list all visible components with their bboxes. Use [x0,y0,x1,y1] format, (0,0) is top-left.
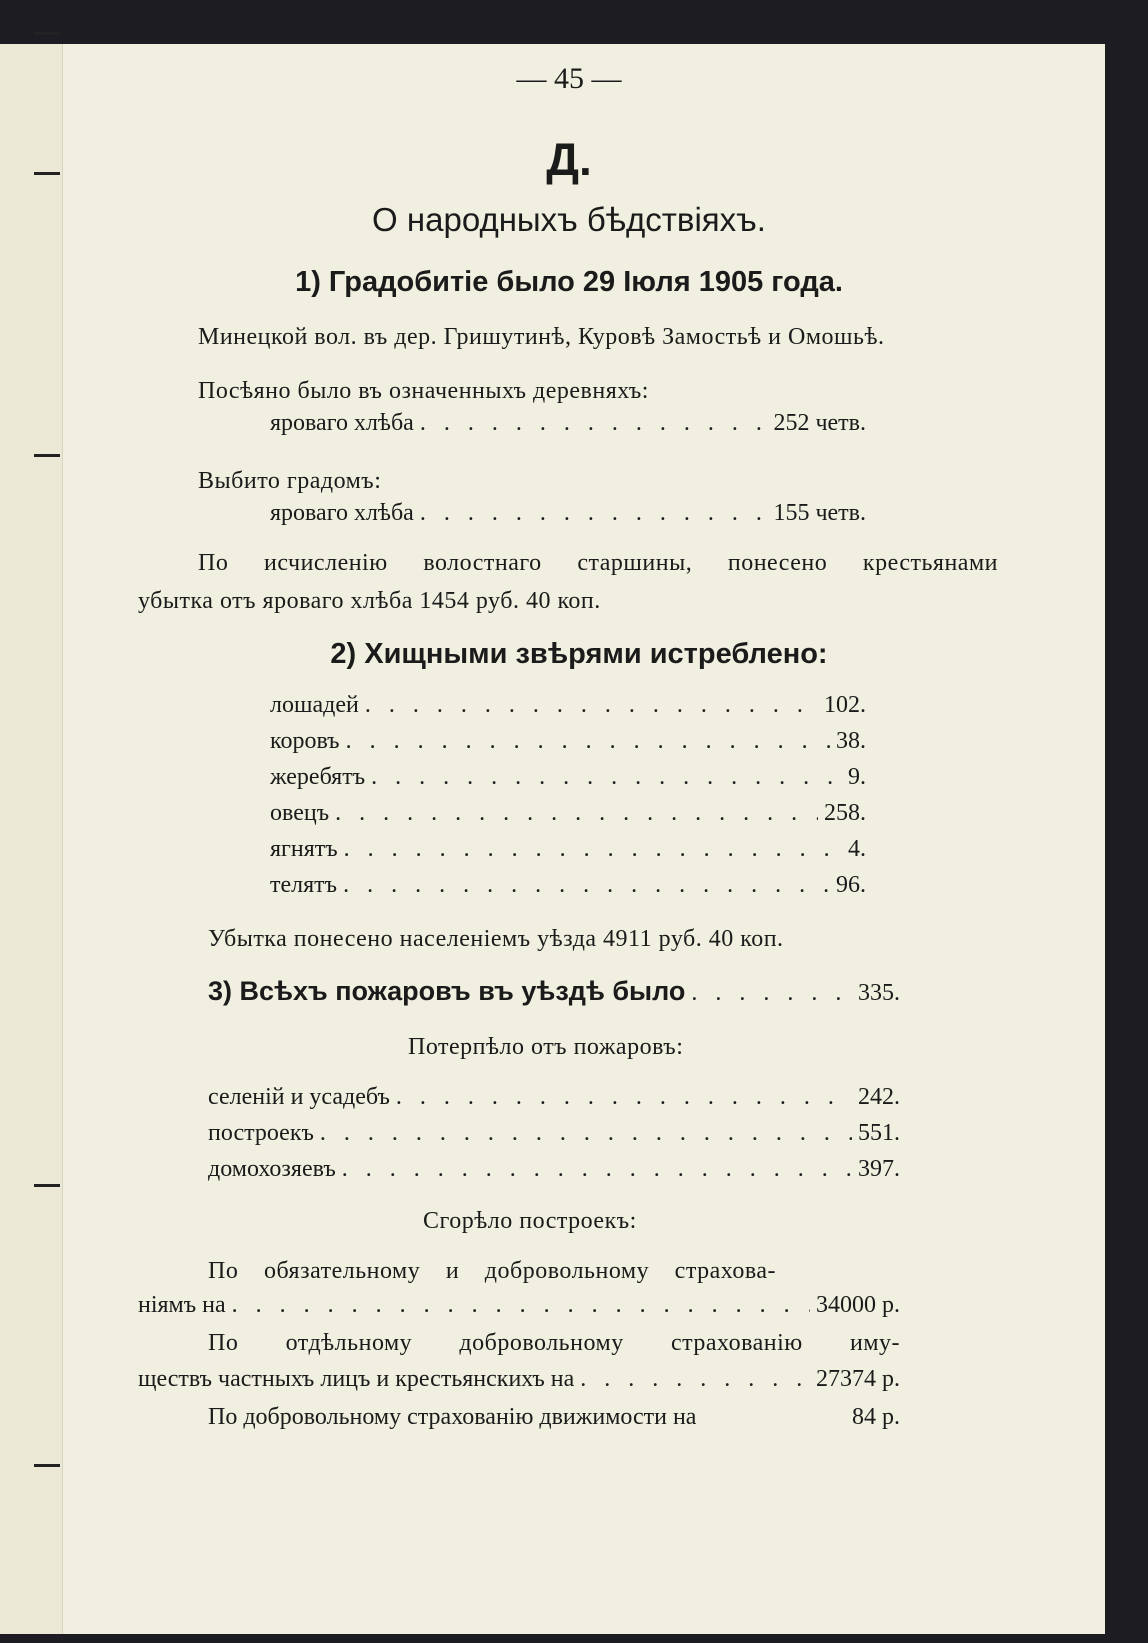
sown-label: Посѣяно было въ означенныхъ деревняхъ: [198,378,649,404]
predator-value: 102. [824,692,866,718]
predator-row [270,764,866,798]
predator-label: жеребятъ [270,764,366,790]
predator-value: 96. [836,872,866,898]
leader-dots [320,1120,852,1147]
leader-dots [420,500,768,527]
fires-row-label: домохозяевъ [208,1156,336,1182]
predators-loss: Убытка понесено населеніемъ уѣзда 4911 руб. 40 коп. [208,926,784,952]
leader-dots [365,692,818,719]
predator-row [270,692,866,726]
fires-heading-value: 335. [858,980,900,1006]
fires-row [208,1120,900,1154]
binding-gutter [0,44,63,1634]
fires-row-value: 551. [858,1120,900,1146]
predator-row [270,728,866,762]
predator-row [270,836,866,870]
leader-dots [342,1156,852,1183]
hail-heading: 1) Градобитіе было 29 Іюля 1905 года. [295,266,843,298]
insurance-2-label: ществъ частныхъ лицъ и крестьянскихъ на [138,1366,575,1392]
insurance-1-label: ніямъ на [138,1292,226,1318]
hail-loss-line2: убытка отъ яроваго хлѣба 1454 руб. 40 коп. [138,588,601,614]
leader-dots [232,1292,810,1319]
destroyed-row [270,500,866,534]
fires-row-label: селеній и усадебъ [208,1084,390,1110]
insurance-1-value: 34000 р. [816,1292,900,1318]
fires-suffered-label: Потерпѣло отъ пожаровъ: [408,1034,684,1060]
predator-value: 4. [848,836,866,862]
insurance-1-row [138,1292,900,1326]
fires-row-label: построекъ [208,1120,314,1146]
predator-label: лошадей [270,692,359,718]
document-page [0,44,1105,1634]
leader-dots [344,836,842,863]
insurance-2-row [138,1366,900,1400]
leader-dots [371,764,842,791]
predators-heading: 2) Хищными звѣрями истреблено: [330,638,828,670]
insurance-2-line1: По отдѣльному добровольному страхованію иму- [208,1330,900,1356]
burned-label: Сгорѣло построекъ: [423,1208,637,1234]
sown-value: 252 четв. [773,410,866,436]
fires-row [208,1156,900,1190]
destroyed-label: Выбито градомъ: [198,468,382,494]
predator-row [270,872,866,906]
predator-label: ягнятъ [270,836,338,862]
binding-stitch [34,1464,60,1467]
leader-dots [691,980,852,1007]
binding-stitch [34,1184,60,1187]
binding-stitch [34,454,60,457]
fires-row-value: 242. [858,1084,900,1110]
predator-row [270,800,866,834]
page-number: — 45 — [516,62,622,95]
leader-dots [420,410,768,437]
destroyed-value: 155 четв. [773,500,866,526]
fires-heading: 3) Всѣхъ пожаровъ въ уѣздѣ было [208,976,686,1006]
insurance-3-label: По добровольному страхованію движимости на [208,1404,697,1430]
insurance-3-value: 84 р. [852,1404,900,1430]
destroyed-item: яроваго хлѣба [270,500,414,526]
leader-dots [346,728,830,755]
leader-dots [396,1084,852,1111]
page-content [138,44,1000,1634]
section-letter: Д. [546,133,592,185]
predator-label: телятъ [270,872,338,898]
sown-row [270,410,866,444]
leader-dots [343,872,830,899]
insurance-1-line1: По обязательному и добровольному страхова- [208,1258,776,1284]
predator-label: коровъ [270,728,340,754]
binding-stitch [34,32,60,35]
binding-stitch [34,172,60,175]
insurance-3-row [208,1404,900,1438]
predator-value: 38. [836,728,866,754]
leader-dots [580,1366,810,1393]
predator-value: 9. [848,764,866,790]
predator-label: овецъ [270,800,330,826]
insurance-2-value: 27374 р. [816,1366,900,1392]
sown-item: яроваго хлѣба [270,410,414,436]
fires-row-value: 397. [858,1156,900,1182]
leader-dots [335,800,818,827]
hail-location: Минецкой вол. въ дер. Гришутинѣ, Куровѣ Замостьѣ и Омошьѣ. [198,324,885,350]
fires-heading-row [208,976,900,1016]
fires-row [208,1084,900,1118]
hail-loss-line1: По исчисленію волостнаго старшины, понесено крестьянами [198,550,998,576]
predator-value: 258. [824,800,866,826]
section-title: О народныхъ бѣдствіяхъ. [372,201,766,238]
